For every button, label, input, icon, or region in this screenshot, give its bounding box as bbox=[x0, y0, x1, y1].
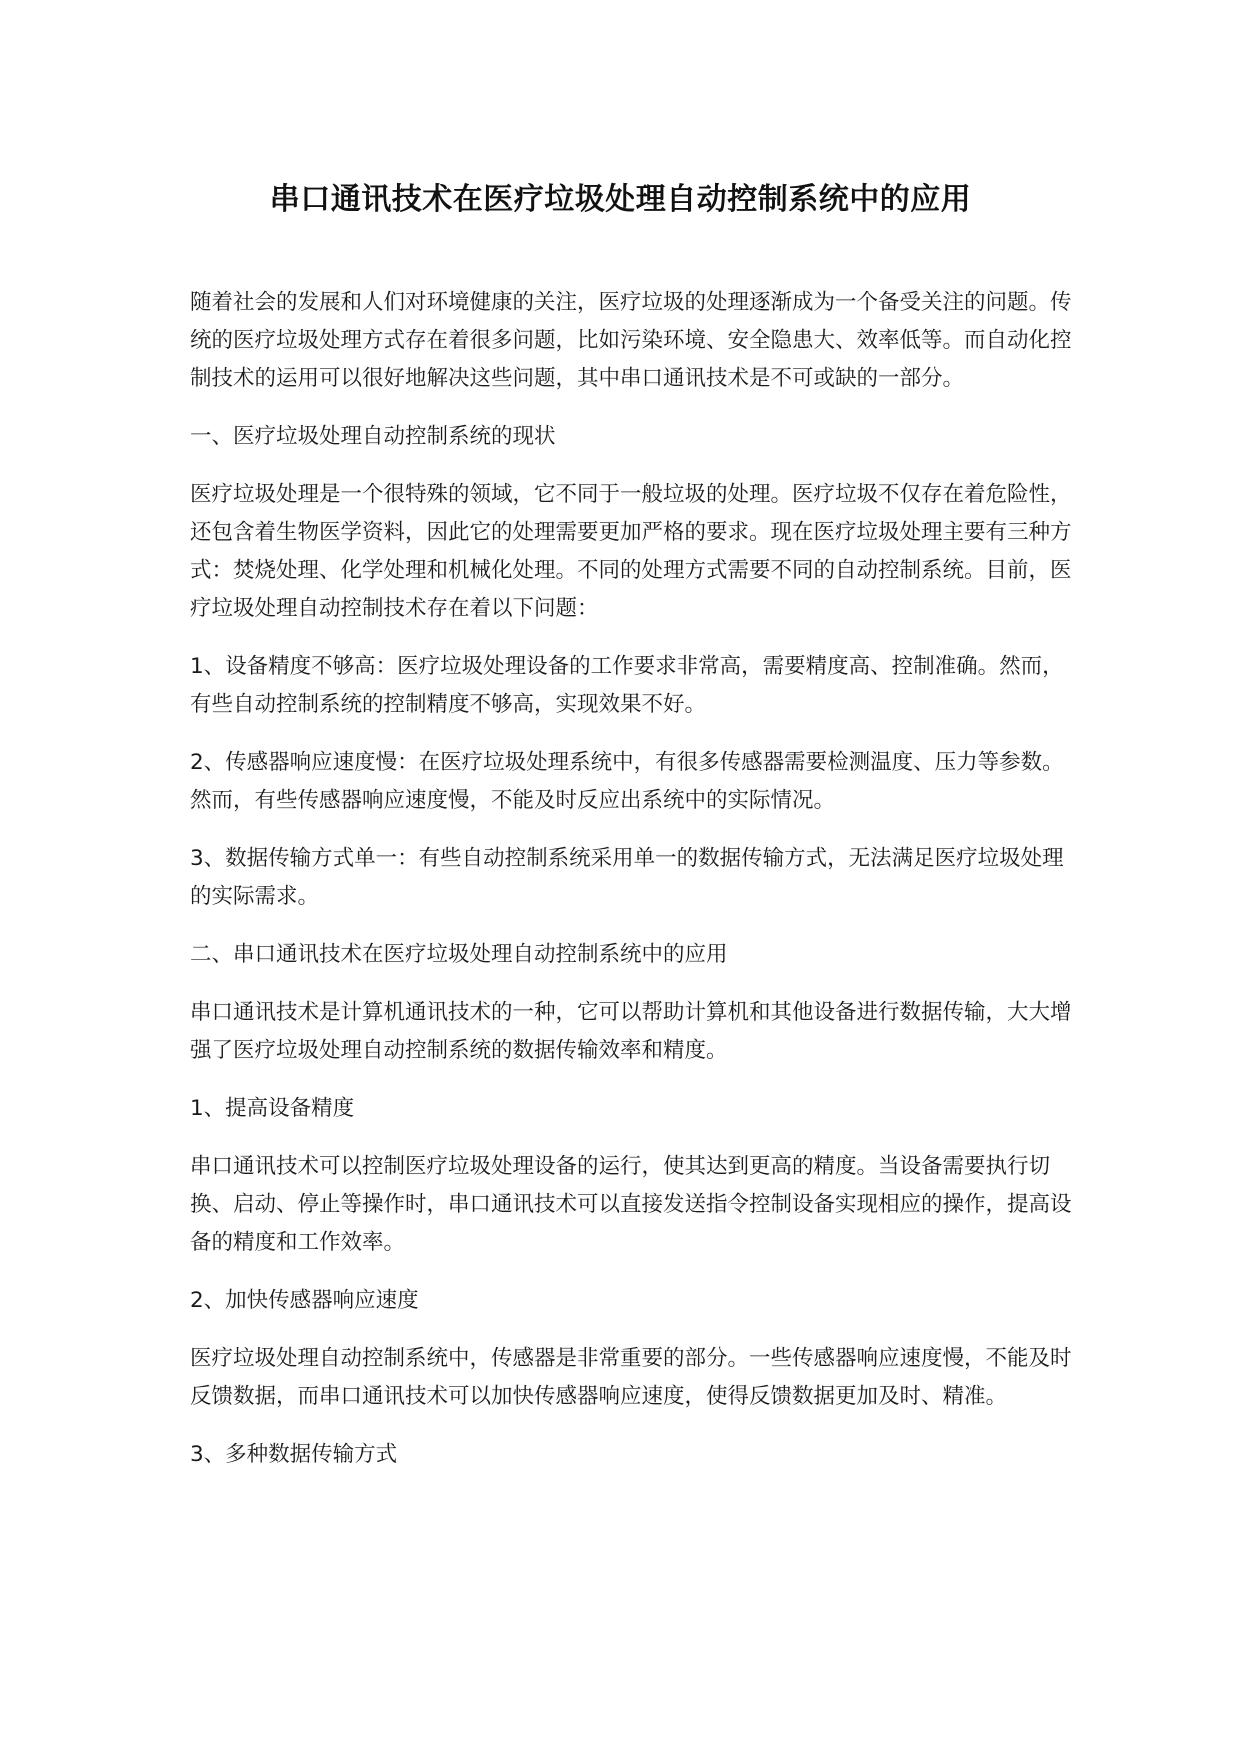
paragraph-serial-intro: 串口通讯技术是计算机通讯技术的一种，它可以帮助计算机和其他设备进行数据传输，大大增强了医疗垃圾处理自动控制系统的数据传输效率和精度。 bbox=[190, 1000, 1072, 1063]
paragraph-precision: 串口通讯技术可以控制医疗垃圾处理设备的运行，使其达到更高的精度。当设备需要执行切换、启动、停止等操作时，串口通讯技术可以直接发送指令控制设备实现相应的操作，提高设备的精度和工作效率。 bbox=[190, 1154, 1072, 1255]
section-heading-2: 二、串口通讯技术在医疗垃圾处理自动控制系统中的应用 bbox=[190, 942, 728, 967]
subheading-1: 1、提高设备精度 bbox=[190, 1096, 355, 1121]
document-title: 串口通讯技术在医疗垃圾处理自动控制系统中的应用 bbox=[269, 182, 972, 217]
subheading-2: 2、加快传感器响应速度 bbox=[190, 1288, 419, 1313]
paragraph-sensor: 医疗垃圾处理自动控制系统中，传感器是非常重要的部分。一些传感器响应速度慢，不能及时反馈数据，而串口通讯技术可以加快传感器响应速度，使得反馈数据更加及时、精准。 bbox=[190, 1346, 1072, 1409]
list-item-problem-2: 2、传感器响应速度慢：在医疗垃圾处理系统中，有很多传感器需要检测温度、压力等参数。然而，有些传感器响应速度慢，不能及时反应出系统中的实际情况。 bbox=[190, 750, 1064, 813]
paragraph-intro: 随着社会的发展和人们对环境健康的关注，医疗垃圾的处理逐渐成为一个备受关注的问题。传统的医疗垃圾处理方式存在着很多问题，比如污染环境、安全隐患大、效率低等。而自动化控制技术的运用可以很好地解决这些问题，其中串口通讯技术是不可或缺的一部分。 bbox=[190, 290, 1072, 391]
section-heading-1: 一、医疗垃圾处理自动控制系统的现状 bbox=[190, 424, 556, 449]
subheading-3: 3、多种数据传输方式 bbox=[190, 1442, 398, 1467]
document-body bbox=[190, 284, 1080, 1494]
paragraph-status: 医疗垃圾处理是一个很特殊的领域，它不同于一般垃圾的处理。医疗垃圾不仅存在着危险性，还包含着生物医学资料，因此它的处理需要更加严格的要求。现在医疗垃圾处理主要有三种方式：焚烧处理、化学处理和机械化处理。不同的处理方式需要不同的自动控制系统。目前，医疗垃圾处理自动控制技术存在着以下问题： bbox=[190, 482, 1072, 621]
list-item-problem-3: 3、数据传输方式单一：有些自动控制系统采用单一的数据传输方式，无法满足医疗垃圾处理的实际需求。 bbox=[190, 846, 1064, 909]
list-item-problem-1: 1、设备精度不够高：医疗垃圾处理设备的工作要求非常高，需要精度高、控制准确。然而，有些自动控制系统的控制精度不够高，实现效果不好。 bbox=[190, 654, 1064, 717]
